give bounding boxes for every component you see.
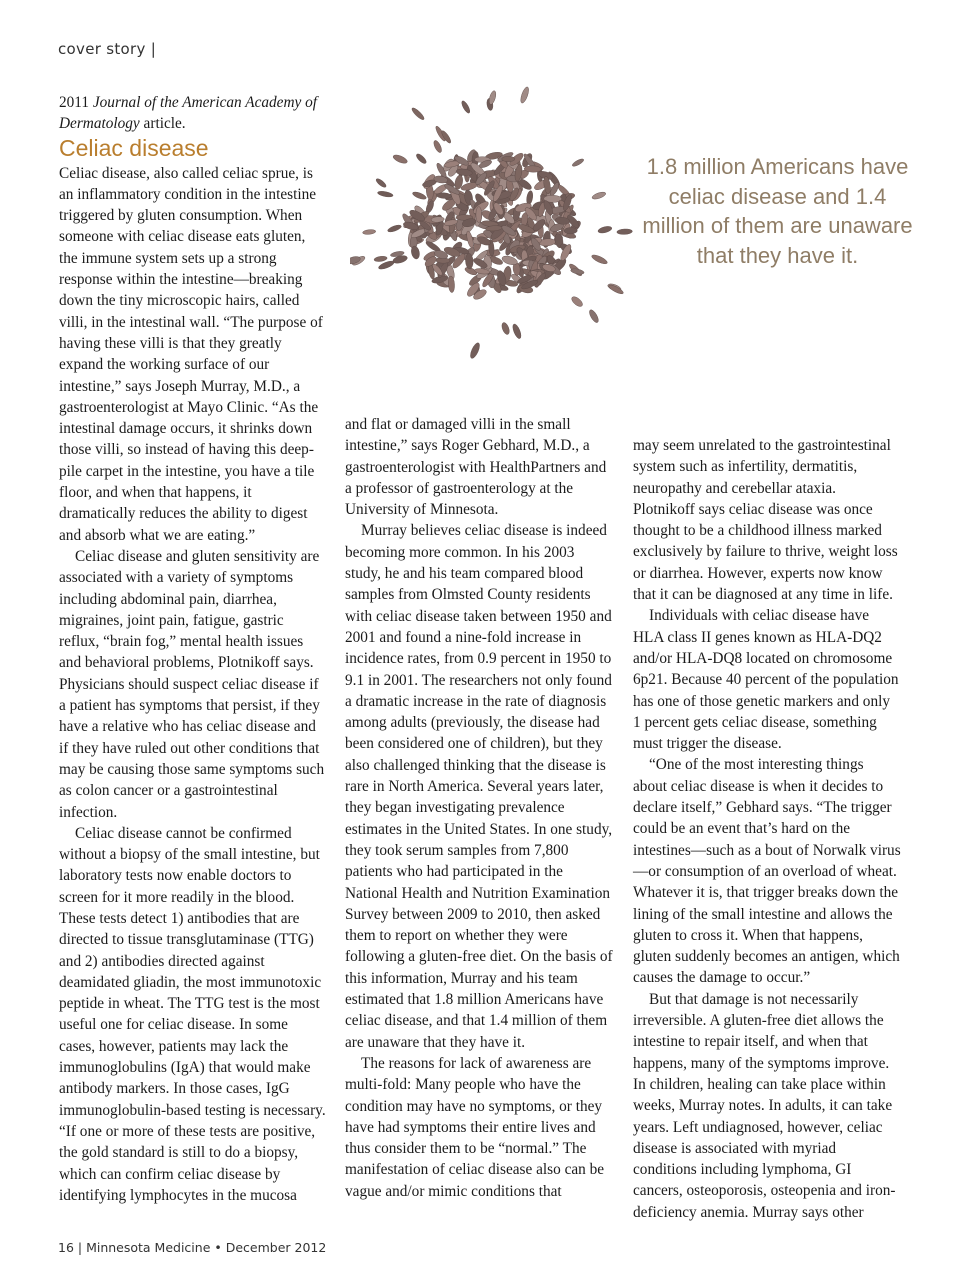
grain-icon [502,156,515,161]
page-footer: 16 | Minnesota Medicine • December 2012 [58,1240,327,1255]
paragraph: may seem unrelated to the gastrointestinal system such as infertility, dermatitis, neuropathy and cerebellar ataxia. Plotnikoff says celiac disease was once thought to be a childhood illness marked exclusively by failure to thrive, weight loss or diarrhea. However, experts now know that it can be diagnosed at any time in life. [633,437,898,604]
grain-icon [511,323,522,340]
article-column-1 [59,92,327,1206]
grain-icon [476,207,482,223]
paragraph: Celiac disease, also called celiac sprue, is an inflammatory condition in the intestine triggered by gluten consumption. When someone with celiac disease eats gluten, the immune system sets up a strong response within the intestine—breaking down the tiny microscopic hairs, called villi, in the intestinal wall. “The purpose of having these villi is that they greatly expand the working surface of our intestine,” says Joseph Murray, M.D., a gastroenterologist at Mayo Clinic. “As the intestinal damage occurs, it shrinks down those villi, so instead of having this deep-pile carpet in the intestine, you have a tile floor, and when that happens, it dramatically reduces the ability to digest and absorb what we are eating.” [59,164,323,544]
intro-year: 2011 [59,94,93,111]
grain-icon [597,225,612,234]
grain-icon [392,153,408,165]
grain-icon [570,295,584,308]
grain-icon [500,322,510,336]
pull-quote: 1.8 million Americans have celiac disease and 1.4 million of them are unaware that they have it. [642,154,913,268]
grain-icon [564,227,577,234]
grain-icon [415,152,428,165]
paragraph: Celiac disease cannot be confirmed without a biopsy of the small intestine, but laboratory tests now enable doctors to screen for it more readily in the blood. These tests detect 1) antibodies that are directed to tissue transglutaminase (TTG) and 2) antibodies directed against deamidated gliadin, the most immunotoxic peptide in wheat. The TTG test is the most useful one for celiac disease. In some cases, however, patients may lack the immunoglobulins (IgA) that would make antibody markers. In those cases, IgG immunoglobulin-based testing is necessary. “If one or more of these tests are positive, the gold standard is still to do a biopsy, which can confirm celiac disease by identifying lymphocytes in the mucosa [59,824,326,1204]
grain-icon [412,191,427,201]
grain-icon [519,86,530,104]
grain-icon [374,256,388,263]
article-column-2 [345,414,613,1202]
section-subhead: Celiac disease [59,134,209,161]
grain-icon [469,342,482,360]
wheat-grains-image [350,75,640,375]
grain-icon [377,190,393,198]
article-column-3 [633,435,901,1223]
paragraph: Murray believes celiac disease is indeed becoming more common. In his 2003 study, he and his team compared blood samples from Olmsted County residents with celiac disease taken between 1950 and 2001 and found a nine-fold increase in incidence rates, from 0.9 percent in 1950 to 9.1 in 2001. The researchers not only found a dramatic increase in the rate of diagnosis among adults (previously, the disease had been considered one of children), but they also challenged thinking that the disease is rare in North America. Several years later, they began investigating prevalence estimates in the United States. In one study, they took serum samples from 7,800 patients who had participated in the National Health and Nutrition Examination Survey between 2009 to 2010, then asked them to report on whether they were following a gluten-free diet. On the basis of this information, Murray and his team estimated that 1.8 million Americans have celiac disease, and that 1.4 million of them are unaware that they have it. [345,522,613,1051]
grain-icon [571,158,584,168]
grain-icon [432,139,443,153]
grain-icon [362,229,376,235]
grain-icon [591,253,609,265]
paragraph: and flat or damaged villi in the small intestine,” says Roger Gebhard, M.D., a gastroenterologist with HealthPartners and a professor of gastroenterology at the University of Minnesota. [345,416,607,519]
paragraph: The reasons for lack of awareness are multi-fold: Many people who have the condition may have no symptoms, or they have had symptoms their entire lives and thus consider them to be “normal.” The manifestation of celiac disease also can be vague and/or mimic conditions that [345,1054,605,1200]
intro-suffix: article. [139,115,186,133]
paragraph: But that damage is not necessarily irreversible. A gluten-free diet allows the intestine to repair itself, and when that happens, many of the symptoms improve. In children, healing can take place within weeks, Murray notes. In adults, it can take years. Left undiagnosed, however, celiac disease is associated with myriad conditions including lymphoma, GI cancers, osteoporosis, osteopenia and iron-deficiency anemia. Murray says other [633,990,896,1221]
grain-icon [460,100,471,114]
grain-icon [488,90,497,105]
section-label: cover story | [58,40,157,58]
grain-icon [570,268,584,275]
grain-icon [375,177,388,188]
paragraph: “One of the most interesting things about celiac disease is when it decides to declare itself,” Gebhard says. “The trigger could be an event that’s hard on the intestines—such as a bout of Norwalk virus—or consumption of an overload of wheat. Whatever it is, that trigger breaks down the lining of the small intestine and allows the gluten to cross it. When that happens, gluten suddenly becomes an antigen, which causes the damage to occur.” [633,756,901,987]
grain-icon [410,106,425,121]
paragraph: Individuals with celiac disease have HLA class II genes known as HLA-DQ2 and/or HLA-DQ8 located on chromosome 6p21. Because 40 percent of the population has one of those genetic markers and only 1 percent gets celiac disease, something must trigger the disease. [633,607,899,753]
grain-icon [617,229,633,235]
intro-journal: Journal of the American Academy of Dermatology [59,94,318,133]
grain-icon [588,308,600,323]
intro-citation [59,92,327,135]
grain-icon [387,224,402,234]
grain-icon [591,191,606,201]
paragraph: Celiac disease and gluten sensitivity are associated with a variety of symptoms including abdominal pain, diarrhea, migraines, joint pain, fatigue, gastric reflux, “brain fog,” mental health issues and behavioral problems, Plotnikoff says. Physicians should suspect celiac disease if a patient has symptoms that persist, if they have a relative who has celiac disease and if they have ruled out other conditions that may be causing those same symptoms such as colon cancer or a gastrointestinal infection. [59,547,325,821]
